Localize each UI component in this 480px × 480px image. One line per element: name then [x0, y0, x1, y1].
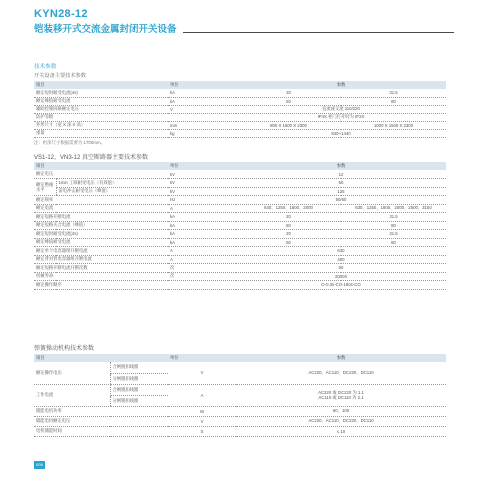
cell-value: AC220、AC110、DC220、DC110 — [236, 362, 446, 384]
cell-unit: V — [168, 105, 236, 113]
table1-caption: 开关设备主要技术参数 — [34, 73, 86, 79]
cell-unit: A — [168, 247, 236, 256]
cell-value: 840~1440 — [236, 129, 446, 137]
cell-unit: kA — [168, 97, 236, 105]
cell-unit — [168, 113, 236, 121]
cell-value: IP4X 柜门打开时为 IP2X — [236, 113, 446, 121]
cell-label: 工作电流 — [34, 384, 110, 406]
cell-label: 储能电机功率 — [34, 406, 168, 416]
cell-value: 50 — [236, 179, 446, 188]
page-number: 005 — [34, 461, 45, 469]
header-item: 项目 — [34, 81, 168, 89]
cell-label: 外形尺寸（宽 X 深 X 高） — [34, 121, 168, 129]
cell-label: 额定短路关合电流（峰值） — [34, 221, 168, 230]
table-row — [34, 179, 446, 188]
title-rule — [183, 32, 454, 33]
breaker-params-table — [34, 162, 446, 290]
cell-value: 50 — [236, 221, 341, 230]
table-header-row — [34, 354, 446, 362]
cell-value: 31.5 — [341, 89, 446, 97]
cell-value: 1000 X 1500 X 2300 — [341, 121, 446, 129]
table-row — [34, 406, 446, 416]
cell-sublabel: 合闸脱扣线圈 — [110, 362, 168, 373]
header-param: 参数 — [236, 162, 446, 170]
cell-value: 50 — [236, 238, 341, 247]
cell-label: 防护等级 — [34, 113, 168, 121]
cell-value: 800 X 1500 X 2300 — [236, 121, 341, 129]
cell-sublabel: 合闸脱扣线圈 — [110, 384, 168, 395]
cell-label: 储能电机额定电压 — [34, 416, 168, 426]
table-row — [34, 264, 446, 273]
cell-value: AC220、AC110、DC220、DC110 — [236, 416, 446, 426]
cell-value: 50 — [236, 264, 446, 273]
cell-label: 辅助控制回路额定电压 — [34, 105, 168, 113]
table-row — [34, 230, 446, 239]
table-row — [34, 204, 446, 213]
cell-label: 额定单个电容器组开断电流 — [34, 247, 168, 256]
cell-label: 额定电流 — [34, 204, 168, 213]
cell-value: 直流或交流 110/220 — [236, 105, 446, 113]
header-param: 参数 — [236, 354, 446, 362]
cell-label: 机械寿命 — [34, 272, 168, 281]
cell-label: 额定峰值耐受电流 — [34, 238, 168, 247]
cell-label: 额定电压 — [34, 170, 168, 179]
header-unit: 单位 — [168, 162, 236, 170]
cell-unit: S — [168, 426, 236, 436]
section-title: 技术参数 — [34, 64, 57, 70]
table-row — [34, 105, 446, 113]
cell-value: 50 — [236, 97, 341, 105]
header-item: 项目 — [34, 354, 168, 362]
cell-unit: kA — [168, 230, 236, 239]
cell-value: 20000 — [236, 272, 446, 281]
cell-label: 重量 — [34, 129, 168, 137]
page-header — [34, 8, 454, 35]
cell-value: 60、100 — [236, 406, 446, 416]
table-row — [34, 129, 446, 137]
cell-value: 12 — [236, 170, 446, 179]
table-row — [34, 121, 446, 129]
cell-unit: kg — [168, 129, 236, 137]
cell-value: 20 — [236, 230, 341, 239]
table-row — [34, 113, 446, 121]
mechanism-params-table — [34, 354, 446, 437]
cell-value: 630、1250、1600、2000、2500、3150 — [341, 204, 446, 213]
header-unit: 单位 — [168, 354, 236, 362]
cell-value-line: AC220 或 DC220 为 1.1 — [318, 389, 364, 395]
header-unit: 单位 — [168, 81, 236, 89]
cell-group-label: 额定绝缘水平 — [34, 179, 56, 196]
table1-note: 注：柜深尺寸根据需要为 1700mm。 — [34, 140, 105, 145]
cell-label: 电机储能时间 — [34, 426, 168, 436]
cell-unit: A — [168, 384, 236, 406]
header-param: 参数 — [236, 81, 446, 89]
table-row — [34, 362, 446, 373]
cell-value: 80 — [341, 238, 446, 247]
cell-unit: A — [168, 255, 236, 264]
table-row — [34, 426, 446, 436]
cell-unit: mm — [168, 121, 236, 129]
table3-caption: 弹簧操动机构技术参数 — [34, 346, 95, 352]
cell-value: 80 — [341, 97, 446, 105]
cell-value: 20 — [236, 89, 341, 97]
cell-value: 630 — [236, 247, 446, 256]
cell-unit: A — [168, 204, 236, 213]
cell-value: 20 — [236, 213, 341, 222]
cell-sublabel: 分闸脱扣线圈 — [110, 395, 168, 406]
cell-label: 额定峰值耐受电流 — [34, 97, 168, 105]
cell-value — [236, 384, 446, 406]
table-row — [34, 384, 446, 395]
cell-unit: kA — [168, 238, 236, 247]
cell-label: 雷电冲击耐受电压（峰值） — [56, 187, 168, 196]
cell-label: 额定背对背电容器组开断电流 — [34, 255, 168, 264]
switchgear-params-table — [34, 81, 446, 138]
cell-value: 31.5 — [341, 213, 446, 222]
cell-unit: kV — [168, 187, 236, 196]
cell-label: 额定短路开断电流 — [34, 213, 168, 222]
header-item: 项目 — [34, 162, 168, 170]
table-row — [34, 281, 446, 290]
cell-value: 125 — [236, 187, 446, 196]
cell-unit: V — [168, 362, 236, 384]
cell-value: 50/60 — [236, 196, 446, 205]
page-title: 铠装移开式交流金属封闭开关设备 — [34, 24, 177, 35]
table2-caption: VS1-12、VN3-12 真空断路器主要技术参数 — [34, 155, 149, 161]
table-row — [34, 238, 446, 247]
table-row — [34, 187, 446, 196]
cell-unit: kA — [168, 213, 236, 222]
table-row — [34, 170, 446, 179]
table-row — [34, 255, 446, 264]
table-header-row — [34, 162, 446, 170]
cell-unit: 次 — [168, 272, 236, 281]
cell-sublabel: 分闸脱扣线圈 — [110, 373, 168, 384]
cell-label: 额定短时耐受电流(4s) — [34, 89, 168, 97]
cell-label: 额定频率 — [34, 196, 168, 205]
cell-unit: 次 — [168, 264, 236, 273]
cell-unit: Hz — [168, 196, 236, 205]
cell-label: 额定短时耐受电流(4s) — [34, 230, 168, 239]
cell-value-line: AC110 或 DC110 为 2.1 — [318, 395, 364, 400]
table-row — [34, 196, 446, 205]
table-row — [34, 97, 446, 105]
cell-unit: kV — [168, 179, 236, 188]
model-title: KYN28-12 — [34, 8, 88, 20]
table-row — [34, 213, 446, 222]
table-row — [34, 221, 446, 230]
title-row — [34, 21, 454, 35]
table-row — [34, 89, 446, 97]
table-row — [34, 247, 446, 256]
cell-unit: kV — [168, 170, 236, 179]
cell-label: 1min 工频耐受电压（有效值） — [56, 179, 168, 188]
table-header-row — [34, 81, 446, 89]
cell-value: O-0.3s-CO-180s-CO — [236, 281, 446, 290]
cell-unit: V — [168, 416, 236, 426]
cell-unit: kA — [168, 89, 236, 97]
cell-unit — [168, 281, 236, 290]
table-row — [34, 272, 446, 281]
table-row — [34, 416, 446, 426]
cell-value: 630、1250、1600、2000 — [236, 204, 341, 213]
cell-label: 额定短路开断电流开断次数 — [34, 264, 168, 273]
cell-value: 31.5 — [341, 230, 446, 239]
cell-value: 400 — [236, 255, 446, 264]
cell-unit: W — [168, 406, 236, 416]
cell-unit: kA — [168, 221, 236, 230]
cell-value: 80 — [341, 221, 446, 230]
cell-label: 额定操作顺序 — [34, 281, 168, 290]
cell-label: 额定操作电压 — [34, 362, 110, 384]
cell-value: ≤ 10 — [236, 426, 446, 436]
